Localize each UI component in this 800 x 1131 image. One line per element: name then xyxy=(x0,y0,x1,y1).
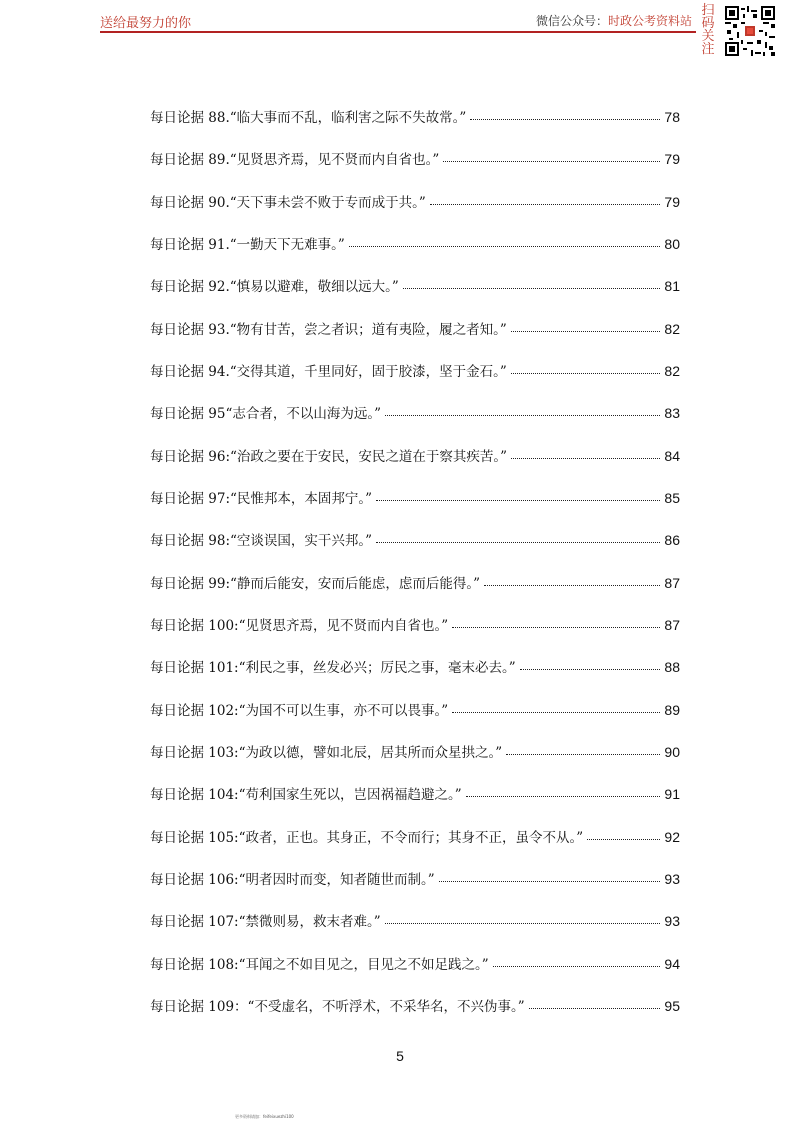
toc-leader-dots xyxy=(511,330,661,332)
toc-entry-title: 每日论据 88.“临大事而不乱，临利害之际不失故常。” xyxy=(150,110,467,126)
toc-leader-dots xyxy=(403,287,661,289)
toc-entry[interactable] xyxy=(150,953,680,995)
toc-entry-page: 87 xyxy=(664,616,680,633)
toc-entry[interactable] xyxy=(150,106,680,148)
toc-entry[interactable] xyxy=(150,487,680,529)
toc-entry-title: 每日论据 104:“苟利国家生死以，岂因祸福趋避之。” xyxy=(150,787,462,804)
toc-entry-title: 每日论据 108:“耳闻之不如目见之，目见之不如足践之。” xyxy=(150,956,489,973)
toc-entry-title: 每日论据 90.“天下事未尝不败于专而成于共。” xyxy=(150,194,426,211)
toc-entry-title: 每日论据 107:“禁微则易，救末者难。” xyxy=(150,914,381,931)
toc-leader-dots xyxy=(385,414,660,416)
qr-code-icon xyxy=(725,6,775,56)
toc-leader-dots xyxy=(439,880,661,882)
toc-leader-dots xyxy=(511,457,660,459)
toc-leader-dots xyxy=(466,795,661,797)
scan-follow-char: 扫 xyxy=(701,3,715,18)
toc-entry-page: 89 xyxy=(664,701,680,718)
header-tagline: 送给最努力的你 xyxy=(100,16,192,31)
toc-entry-title: 每日论据 92.“慎易以避难，敬细以远大。” xyxy=(150,279,399,296)
scan-follow-char: 注 xyxy=(701,42,715,57)
table-of-contents xyxy=(150,106,680,1037)
toc-entry-title: 每日论据 97:“民惟邦本，本固邦宁。” xyxy=(150,490,373,507)
toc-entry[interactable] xyxy=(150,910,680,952)
toc-leader-dots xyxy=(376,499,660,501)
scan-follow-label xyxy=(700,4,716,56)
toc-entry-title: 每日论据 106:“明者因时而变，知者随世而制。” xyxy=(150,871,435,888)
toc-entry[interactable] xyxy=(150,656,680,698)
toc-entry-title: 每日论据 91.“一勤天下无难事。” xyxy=(150,236,345,253)
toc-entry-page: 80 xyxy=(664,235,680,252)
toc-entry[interactable] xyxy=(150,318,680,360)
toc-entry[interactable] xyxy=(150,275,680,317)
scan-follow-char: 码 xyxy=(701,16,715,31)
toc-leader-dots xyxy=(385,922,661,924)
toc-leader-dots xyxy=(511,372,661,374)
toc-entry[interactable] xyxy=(150,868,680,910)
header-wechat-account xyxy=(536,12,692,29)
toc-entry-title: 每日论据 93.“物有甘苦，尝之者识；道有夷险，履之者知。” xyxy=(150,321,507,338)
toc-entry[interactable] xyxy=(150,614,680,656)
toc-entry-page: 82 xyxy=(664,320,680,337)
toc-entry-page: 94 xyxy=(664,955,680,972)
toc-entry[interactable] xyxy=(150,233,680,275)
toc-entry[interactable] xyxy=(150,572,680,614)
toc-entry-page: 90 xyxy=(664,743,680,760)
toc-entry[interactable] xyxy=(150,445,680,487)
toc-entry-page: 95 xyxy=(664,997,680,1014)
toc-entry-page: 79 xyxy=(664,193,680,210)
toc-entry-title: 每日论据 102:“为国不可以生事，亦不可以畏事。” xyxy=(150,702,449,719)
toc-entry-title: 每日论据 89.“见贤思齐焉，见不贤而内自省也。” xyxy=(150,152,440,169)
toc-entry-page: 78 xyxy=(664,109,680,125)
toc-entry[interactable] xyxy=(150,783,680,825)
toc-entry-title: 每日论据 105:“政者，正也。其身正，不令而行；其身不正，虽令不从。” xyxy=(150,829,584,846)
scan-follow-char: 关 xyxy=(701,29,715,44)
toc-entry-page: 88 xyxy=(664,659,680,676)
header-wechat-name: 时政公考资料站 xyxy=(607,14,692,28)
toc-entry[interactable] xyxy=(150,995,680,1037)
toc-leader-dots xyxy=(493,965,661,967)
toc-leader-dots xyxy=(349,245,661,247)
header-wechat-prefix: 微信公众号： xyxy=(535,14,608,28)
toc-entry-page: 85 xyxy=(664,489,680,506)
toc-entry[interactable] xyxy=(150,826,680,868)
toc-entry-page: 83 xyxy=(664,405,680,422)
header-divider xyxy=(100,31,696,33)
toc-leader-dots xyxy=(506,753,660,755)
toc-entry-page: 79 xyxy=(664,151,680,168)
toc-entry-title: 每日论据 101:“利民之事，丝发必兴；厉民之事，毫末必去。” xyxy=(150,660,516,677)
toc-leader-dots xyxy=(484,584,660,586)
toc-leader-dots xyxy=(587,838,660,840)
toc-entry-page: 91 xyxy=(664,786,680,803)
toc-leader-dots xyxy=(529,1007,661,1009)
toc-entry-title: 每日论据 98:“空谈误国，实干兴邦。” xyxy=(150,533,373,550)
footer-note: 更多资料请加：feifeixuezhi100 xyxy=(235,1114,294,1119)
toc-entry[interactable] xyxy=(150,148,680,190)
toc-entry-title: 每日论据 99:“静而后能安，安而后能虑，虑而后能得。” xyxy=(150,575,481,592)
toc-entry-title: 每日论据 95“志合者，不以山海为远。” xyxy=(150,406,382,423)
page-number: 5 xyxy=(396,1048,404,1064)
toc-entry-title: 每日论据 103:“为政以德，譬如北辰，居其所而众星拱之。” xyxy=(150,744,503,761)
toc-entry[interactable] xyxy=(150,402,680,444)
toc-leader-dots xyxy=(452,711,660,713)
toc-entry[interactable] xyxy=(150,529,680,571)
toc-entry-page: 81 xyxy=(664,278,680,295)
toc-entry-page: 93 xyxy=(664,913,680,930)
toc-leader-dots xyxy=(376,541,660,543)
toc-entry[interactable] xyxy=(150,191,680,233)
toc-entry-title: 每日论据 94.“交得其道，千里同好，固于胶漆，坚于金石。” xyxy=(150,363,507,380)
toc-entry-page: 92 xyxy=(664,828,680,845)
toc-entry-title: 每日论据 109：“不受虚名，不听浮术，不采华名，不兴伪事。” xyxy=(150,998,525,1015)
toc-entry-title: 每日论据 100:“见贤思齐焉，见不贤而内自省也。” xyxy=(150,617,449,634)
toc-entry-page: 87 xyxy=(664,574,680,591)
toc-leader-dots xyxy=(520,668,661,670)
toc-entry-page: 93 xyxy=(664,870,680,887)
toc-entry[interactable] xyxy=(150,699,680,741)
toc-leader-dots xyxy=(470,118,660,120)
toc-entry[interactable] xyxy=(150,741,680,783)
toc-entry-page: 82 xyxy=(664,362,680,379)
toc-entry-page: 86 xyxy=(664,532,680,549)
toc-entry-title: 每日论据 96:“治政之要在于安民，安民之道在于察其疾苦。” xyxy=(150,448,508,465)
toc-entry-page: 84 xyxy=(664,447,680,464)
toc-entry[interactable] xyxy=(150,360,680,402)
toc-leader-dots xyxy=(430,203,661,205)
toc-leader-dots xyxy=(443,160,660,162)
toc-leader-dots xyxy=(452,626,660,628)
